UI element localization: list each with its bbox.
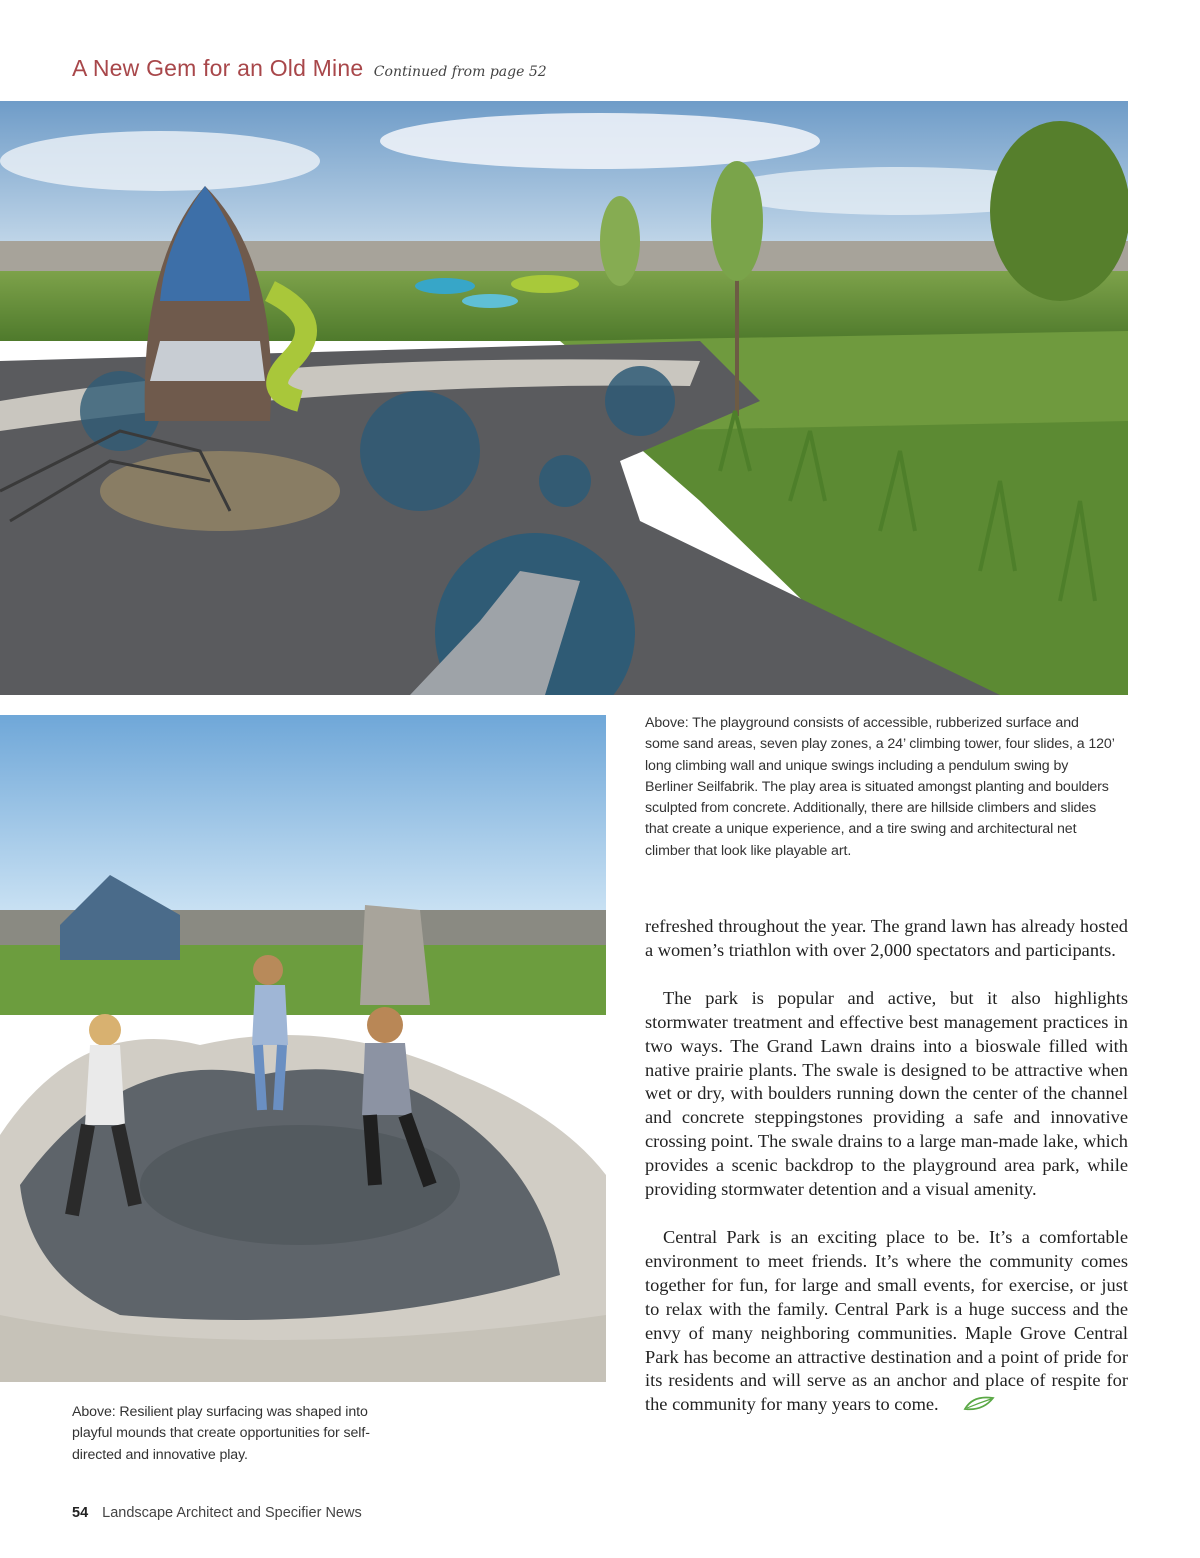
- bottom-photo-caption: Above: Resilient play surfacing was shaped into playful mounds that create opportunities for self-directed and innovative play.: [72, 1404, 370, 1463]
- leaf-icon: [945, 1394, 995, 1418]
- article-paragraph: refreshed throughout the year. The grand lawn has already hosted a women’s triathlon with over 2,000 spectators and participants.: [645, 916, 1128, 960]
- playground-panorama-photo: [0, 101, 1128, 695]
- page-header: [72, 55, 547, 87]
- page-number: 54: [72, 1505, 89, 1521]
- top-photo-caption: Above: The playground consists of accessible, rubberized surface and some sand areas, seven play zones, a 24’ climbing tower, four slides, a 120’ long climbing wall and unique swings including a pendulum swing by Berliner Seilfabrik. The play area is situated amongst planting and boulders sculpted from concrete. Additionally, there are hillside climbers and slides that create a unique experience, and a tire swing and architectural net climber that look like playable art.: [645, 715, 1115, 859]
- article-paragraph-last: [645, 1226, 1128, 1418]
- article-paragraph: The park is popular and active, but it also highlights stormwater treatment and effective best management practices in two ways. The Grand Lawn drains into a bioswale filled with native prairie plants. The swale is designed to be attractive when wet or dry, with boulders running down the center of the channel and concrete steppingstones providing a safe and innovative crossing point. The swale drains to a large man-made lake, which provides a scenic backdrop to the playground area park, while providing stormwater detention and a visual amenity.: [645, 987, 1128, 1200]
- continued-note: Continued from page 52: [373, 64, 547, 80]
- article-paragraph-text: Central Park is an exciting place to be. It’s a comfortable environment to meet friends. It’s where the community comes together for fun, for large and small events, for exercise, or just to relax with the family. Central Park is a huge success and the envy of many neighboring communities. Maple Grove Central Park has become an attractive destination and a point of pride for its residents and will serve as an anchor and place of respite for the community for many years to come.: [645, 1226, 1128, 1415]
- page-footer: [72, 1505, 362, 1521]
- play-mounds-photo: [0, 715, 606, 1382]
- publication-name: Landscape Architect and Specifier News: [102, 1505, 362, 1521]
- article-body: [645, 915, 1128, 1442]
- article-title: A New Gem for an Old Mine: [72, 55, 364, 81]
